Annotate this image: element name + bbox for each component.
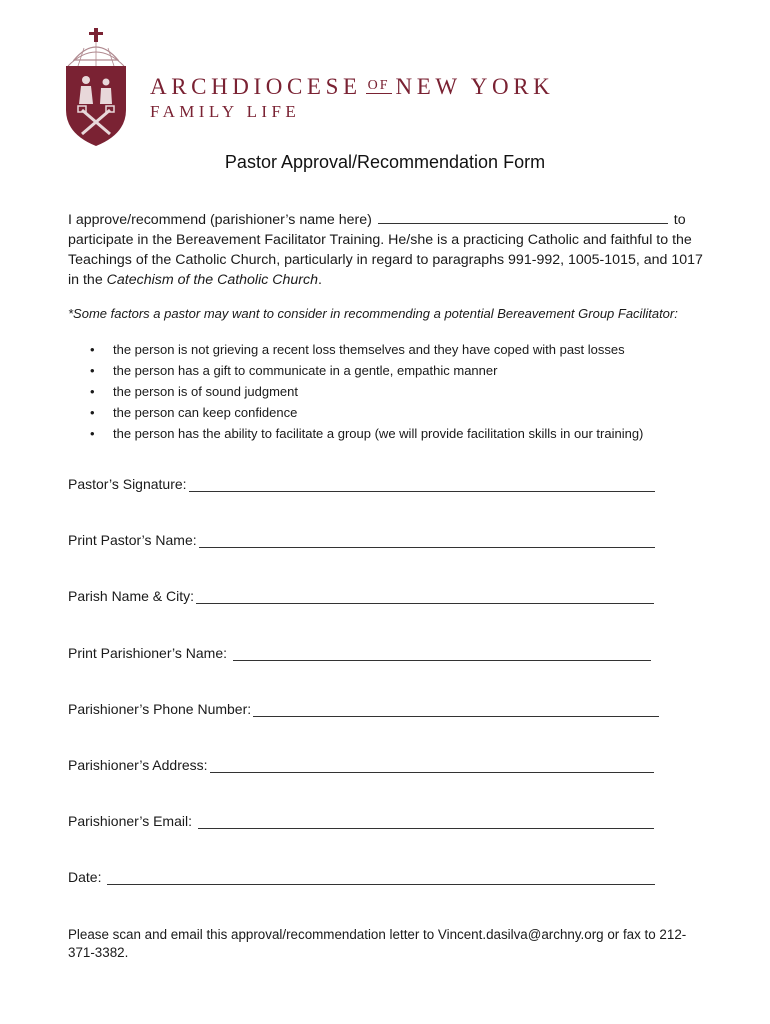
organization-name: ARCHDIOCESE $^{OF}$ NEW YORK [150,74,555,99]
pastor-name-line[interactable] [199,533,655,548]
list-item: • the person is of sound judgment [68,382,708,403]
parishioner-email-field [68,813,654,829]
parish-city-line[interactable] [196,589,654,604]
parishioner-name-line[interactable] [233,646,651,661]
parishioner-address-field [68,757,654,773]
list-item: • the person has the ability to facilitate a group (we will provide facilitation skills in our training) [68,424,708,445]
parishioner-phone-field [68,701,659,717]
list-item: • the person has a gift to communicate in a gentle, empathic manner [68,361,708,382]
bullet-icon: • [90,405,95,420]
parishioner-phone-line[interactable] [253,702,659,717]
bullet-icon: • [90,384,95,399]
parish-city-label: Parish Name & City: [68,588,195,604]
date-line[interactable] [107,870,655,885]
list-item: • the person can keep confidence [68,403,708,424]
pastor-signature-line[interactable] [189,477,655,492]
list-item: • the person is not grieving a recent loss themselves and they have coped with past losses [68,340,708,361]
pastor-name-label: Print Pastor’s Name: [68,532,197,548]
pastor-signature-label: Pastor’s Signature: [68,476,187,492]
parish-city-field [68,588,654,604]
diocesan-crest-icon [54,26,138,148]
organization-department: FAMILY LIFE [150,102,301,121]
parishioner-phone-label: Parishioner’s Phone Number: [68,701,252,717]
bullet-icon: • [90,363,95,378]
bullet-icon: • [90,342,95,357]
parishioner-address-label: Parishioner’s Address: [68,757,208,773]
letterhead [54,26,674,148]
parishioner-name-field [68,645,651,661]
submission-instructions: Please scan and email this approval/recommendation letter to Vincent.dasilva@archny.org or fax to 212-371-3382. [68,927,687,960]
factors-list [68,340,708,445]
form-title: Pastor Approval/Recommendation Form [224,152,546,172]
parishioner-name-blank[interactable] [378,210,668,224]
parishioner-address-line[interactable] [210,758,654,773]
date-label: Date: [68,869,102,885]
approval-statement: I approve/recommend (parishioner’s name here) to participate in the Bereavement Facilitator Training. He/she is a practicing Catholic and faithful to the Teachings of the Catholic Church, particularly in regard to paragraphs 991-992, 1005-1015, and 1017 in the Catechism of the Catholic Church. [68,212,703,288]
pastor-signature-field [68,476,655,492]
factors-note: *Some factors a pastor may want to consider in recommending a potential Bereavement Group Facilitator: [68,306,678,321]
pastor-name-field [68,532,655,548]
parishioner-name-label: Print Parishioner’s Name: [68,645,227,661]
bullet-icon: • [90,426,95,441]
parishioner-email-label: Parishioner’s Email: [68,813,192,829]
parishioner-email-line[interactable] [198,814,654,829]
date-field [68,869,655,885]
